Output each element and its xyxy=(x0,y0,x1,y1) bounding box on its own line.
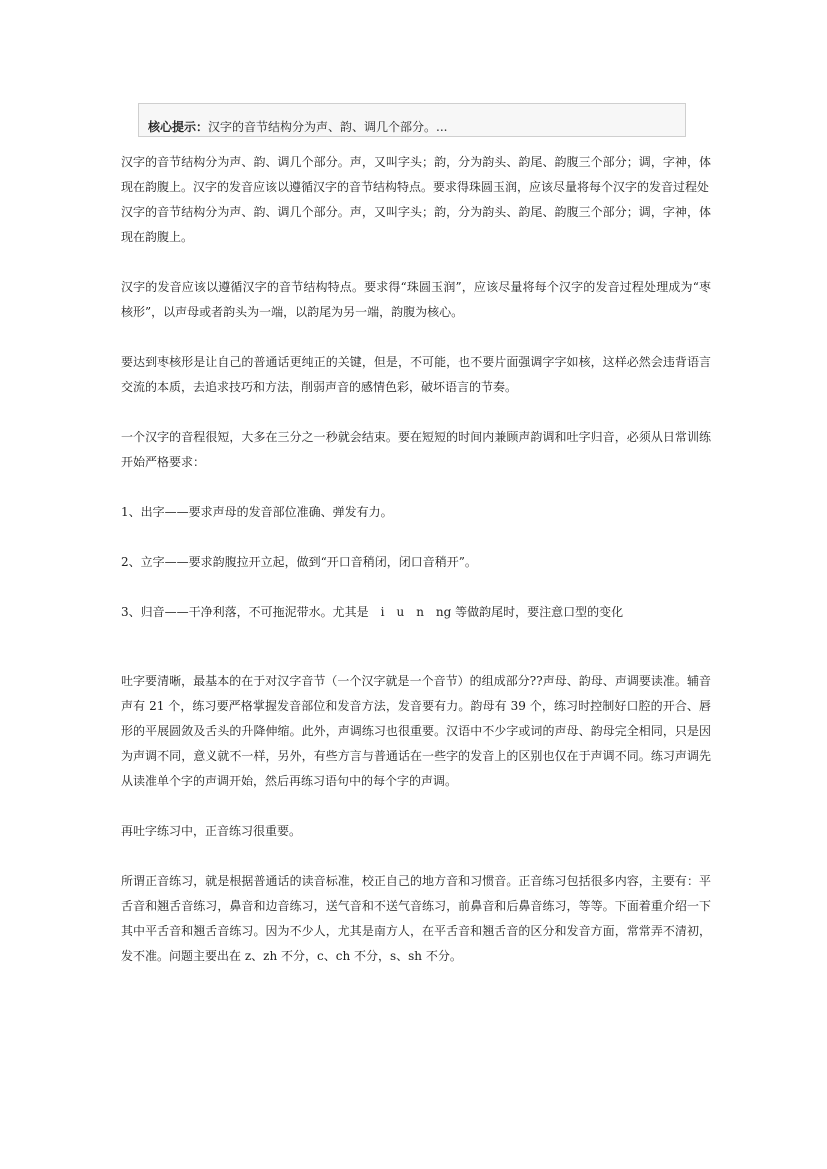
article-body xyxy=(121,150,711,969)
paragraph-syllable-structure: 汉字的音节结构分为声、韵、调几个部分。声，又叫字头；韵，分为韵头、韵尾、韵腹三个部分；调，字神，体现在韵腹上。 xyxy=(121,205,711,244)
core-tip-box xyxy=(138,103,686,137)
paragraph-intro: 汉字的音节结构分为声、韵、调几个部分。声，又叫字头；韵，分为韵头、韵尾、韵腹三个部分；调，字神，体现在韵腹上。汉字的发音应该以遵循汉字的音节结构特点。要求得珠圆玉润，应该尽量将每个汉字的发音过程处 xyxy=(121,155,711,194)
core-tip-text: 汉字的音节结构分为声、韵、调几个部分。... xyxy=(208,120,448,134)
paragraph-correction-intro: 再吐字练习中，正音练习很重要。 xyxy=(121,824,302,838)
paragraph-jujube-shape: 汉字的发音应该以遵循汉字的音节结构特点。要求得“珠圆玉润”，应该尽量将每个汉字的发音过程处理成为“枣核形”，以声母或者韵头为一端，以韵尾为另一端，韵腹为核心。 xyxy=(121,280,711,319)
paragraph-clear-articulation: 吐字要清晰，最基本的在于对汉字音节（一个汉字就是一个音节）的组成部分??声母、韵母、声调要读准。辅音声有 21 个，练习要严格掌握发音部位和发音方法，发音要有力。韵母有 39 个，练习时控制好口腔的开合、唇形的平展圆敛及舌头的升降伸缩。此外，声调练习也很重要。汉语中不少字或词的声母、韵母完全相同，只是因为声调不同，意义就不一样，另外，有些方言与普通话在一些字的发音上的区别也仅在于声调不同。练习声调先从读准单个字的声调开始，然后再练习语句中的每个字的声调。 xyxy=(121,674,711,788)
paragraph-correction-detail: 所谓正音练习，就是根据普通话的读音标准，校正自己的地方音和习惯音。正音练习包括很多内容，主要有：平舌音和翘舌音练习，鼻音和边音练习，送气音和不送气音练习，前鼻音和后鼻音练习，等等。下面着重介绍一下其中平舌音和翘舌音练习。因为不少人，尤其是南方人，在平舌音和翘舌音的区分和发音方面，常常弄不清初，发不准。问题主要出在 z、zh 不分，c、ch 不分，s、sh 不分。 xyxy=(121,874,711,963)
list-item-chuzi: 1、出字——要求声母的发音部位准确、弹发有力。 xyxy=(121,505,393,519)
paragraph-training: 一个汉字的音程很短，大多在三分之一秒就会结束。要在短短的时间内兼顾声韵调和吐字归音，必须从日常训练开始严格要求： xyxy=(121,430,711,469)
list-item-guiyin: 3、归音——干净利落，不可拖泥带水。尤其是 i u n ng 等做韵尾时，要注意口型的变化 xyxy=(121,605,624,619)
list-item-lizi: 2、立字——要求韵腹拉开立起，做到“开口音稍闭，闭口音稍开”。 xyxy=(121,555,477,569)
core-tip-label: 核心提示： xyxy=(148,120,209,134)
paragraph-key-point: 要达到枣核形是让自己的普通话更纯正的关键，但是，不可能，也不要片面强调字字如核，这样必然会违背语言交流的本质，去追求技巧和方法，削弱声音的感情色彩，破坏语言的节奏。 xyxy=(121,355,711,394)
